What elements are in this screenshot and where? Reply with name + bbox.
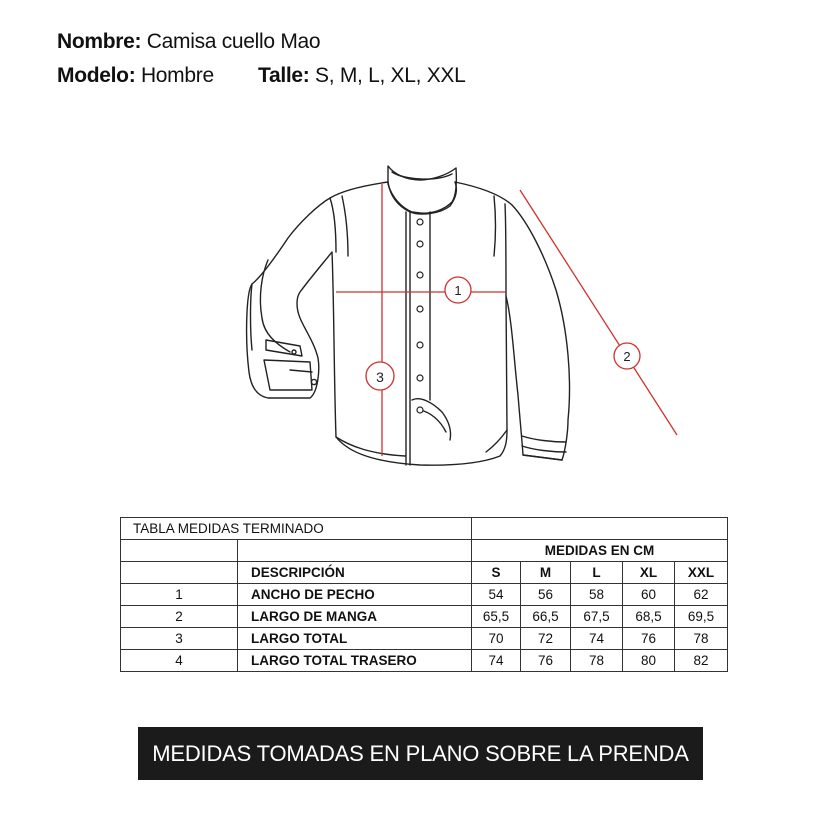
name-value: Camisa cuello Mao (146, 30, 321, 53)
row-value: 78 (675, 628, 728, 650)
row-value: 74 (571, 628, 623, 650)
size-label: Talle: (258, 64, 310, 87)
row-description: LARGO TOTAL TRASERO (238, 650, 472, 672)
row-description: ANCHO DE PECHO (238, 584, 472, 606)
row-number: 2 (121, 606, 238, 628)
row-value: 70 (472, 628, 521, 650)
row-value: 80 (623, 650, 675, 672)
row-value: 78 (571, 650, 623, 672)
row-value: 69,5 (675, 606, 728, 628)
row-value: 65,5 (472, 606, 521, 628)
blank-cell (121, 562, 238, 584)
row-value: 66,5 (521, 606, 571, 628)
table-title-blank (472, 518, 728, 540)
svg-text:3: 3 (376, 369, 384, 385)
size-table (120, 517, 728, 672)
size-header: XL (623, 562, 675, 584)
svg-text:1: 1 (454, 283, 462, 298)
table-row (121, 650, 728, 672)
blank-cell (238, 540, 472, 562)
size-header: M (521, 562, 571, 584)
marker-3 (366, 362, 394, 390)
row-value: 54 (472, 584, 521, 606)
unit-header: MEDIDAS EN CM (472, 540, 728, 562)
sleeve-length-line (520, 190, 677, 435)
size-header: S (472, 562, 521, 584)
size-value: S, M, L, XL, XXL (315, 64, 466, 87)
name-label: Nombre: (57, 30, 142, 53)
row-description: LARGO TOTAL (238, 628, 472, 650)
table-row (121, 606, 728, 628)
table-row (121, 584, 728, 606)
row-value: 76 (521, 650, 571, 672)
table-row (121, 628, 728, 650)
row-value: 62 (675, 584, 728, 606)
description-header: DESCRIPCIÓN (238, 562, 472, 584)
buttons (417, 219, 423, 413)
marker-2 (614, 343, 640, 369)
row-value: 56 (521, 584, 571, 606)
row-value: 82 (675, 650, 728, 672)
size-header: L (571, 562, 623, 584)
row-number: 4 (121, 650, 238, 672)
row-description: LARGO DE MANGA (238, 606, 472, 628)
row-value: 60 (623, 584, 675, 606)
size-header: XXL (675, 562, 728, 584)
row-value: 72 (521, 628, 571, 650)
row-number: 1 (121, 584, 238, 606)
footer-note: MEDIDAS TOMADAS EN PLANO SOBRE LA PRENDA (138, 727, 703, 780)
row-value: 67,5 (571, 606, 623, 628)
row-value: 74 (472, 650, 521, 672)
row-number: 3 (121, 628, 238, 650)
row-value: 76 (623, 628, 675, 650)
model-label: Modelo: (57, 64, 136, 87)
row-value: 58 (571, 584, 623, 606)
model-value: Hombre (140, 64, 214, 87)
blank-cell (121, 540, 238, 562)
marker-1 (445, 277, 471, 303)
row-value: 68,5 (623, 606, 675, 628)
shirt-outline (247, 166, 570, 465)
table-title: TABLA MEDIDAS TERMINADO (121, 518, 472, 540)
svg-text:2: 2 (623, 349, 631, 364)
